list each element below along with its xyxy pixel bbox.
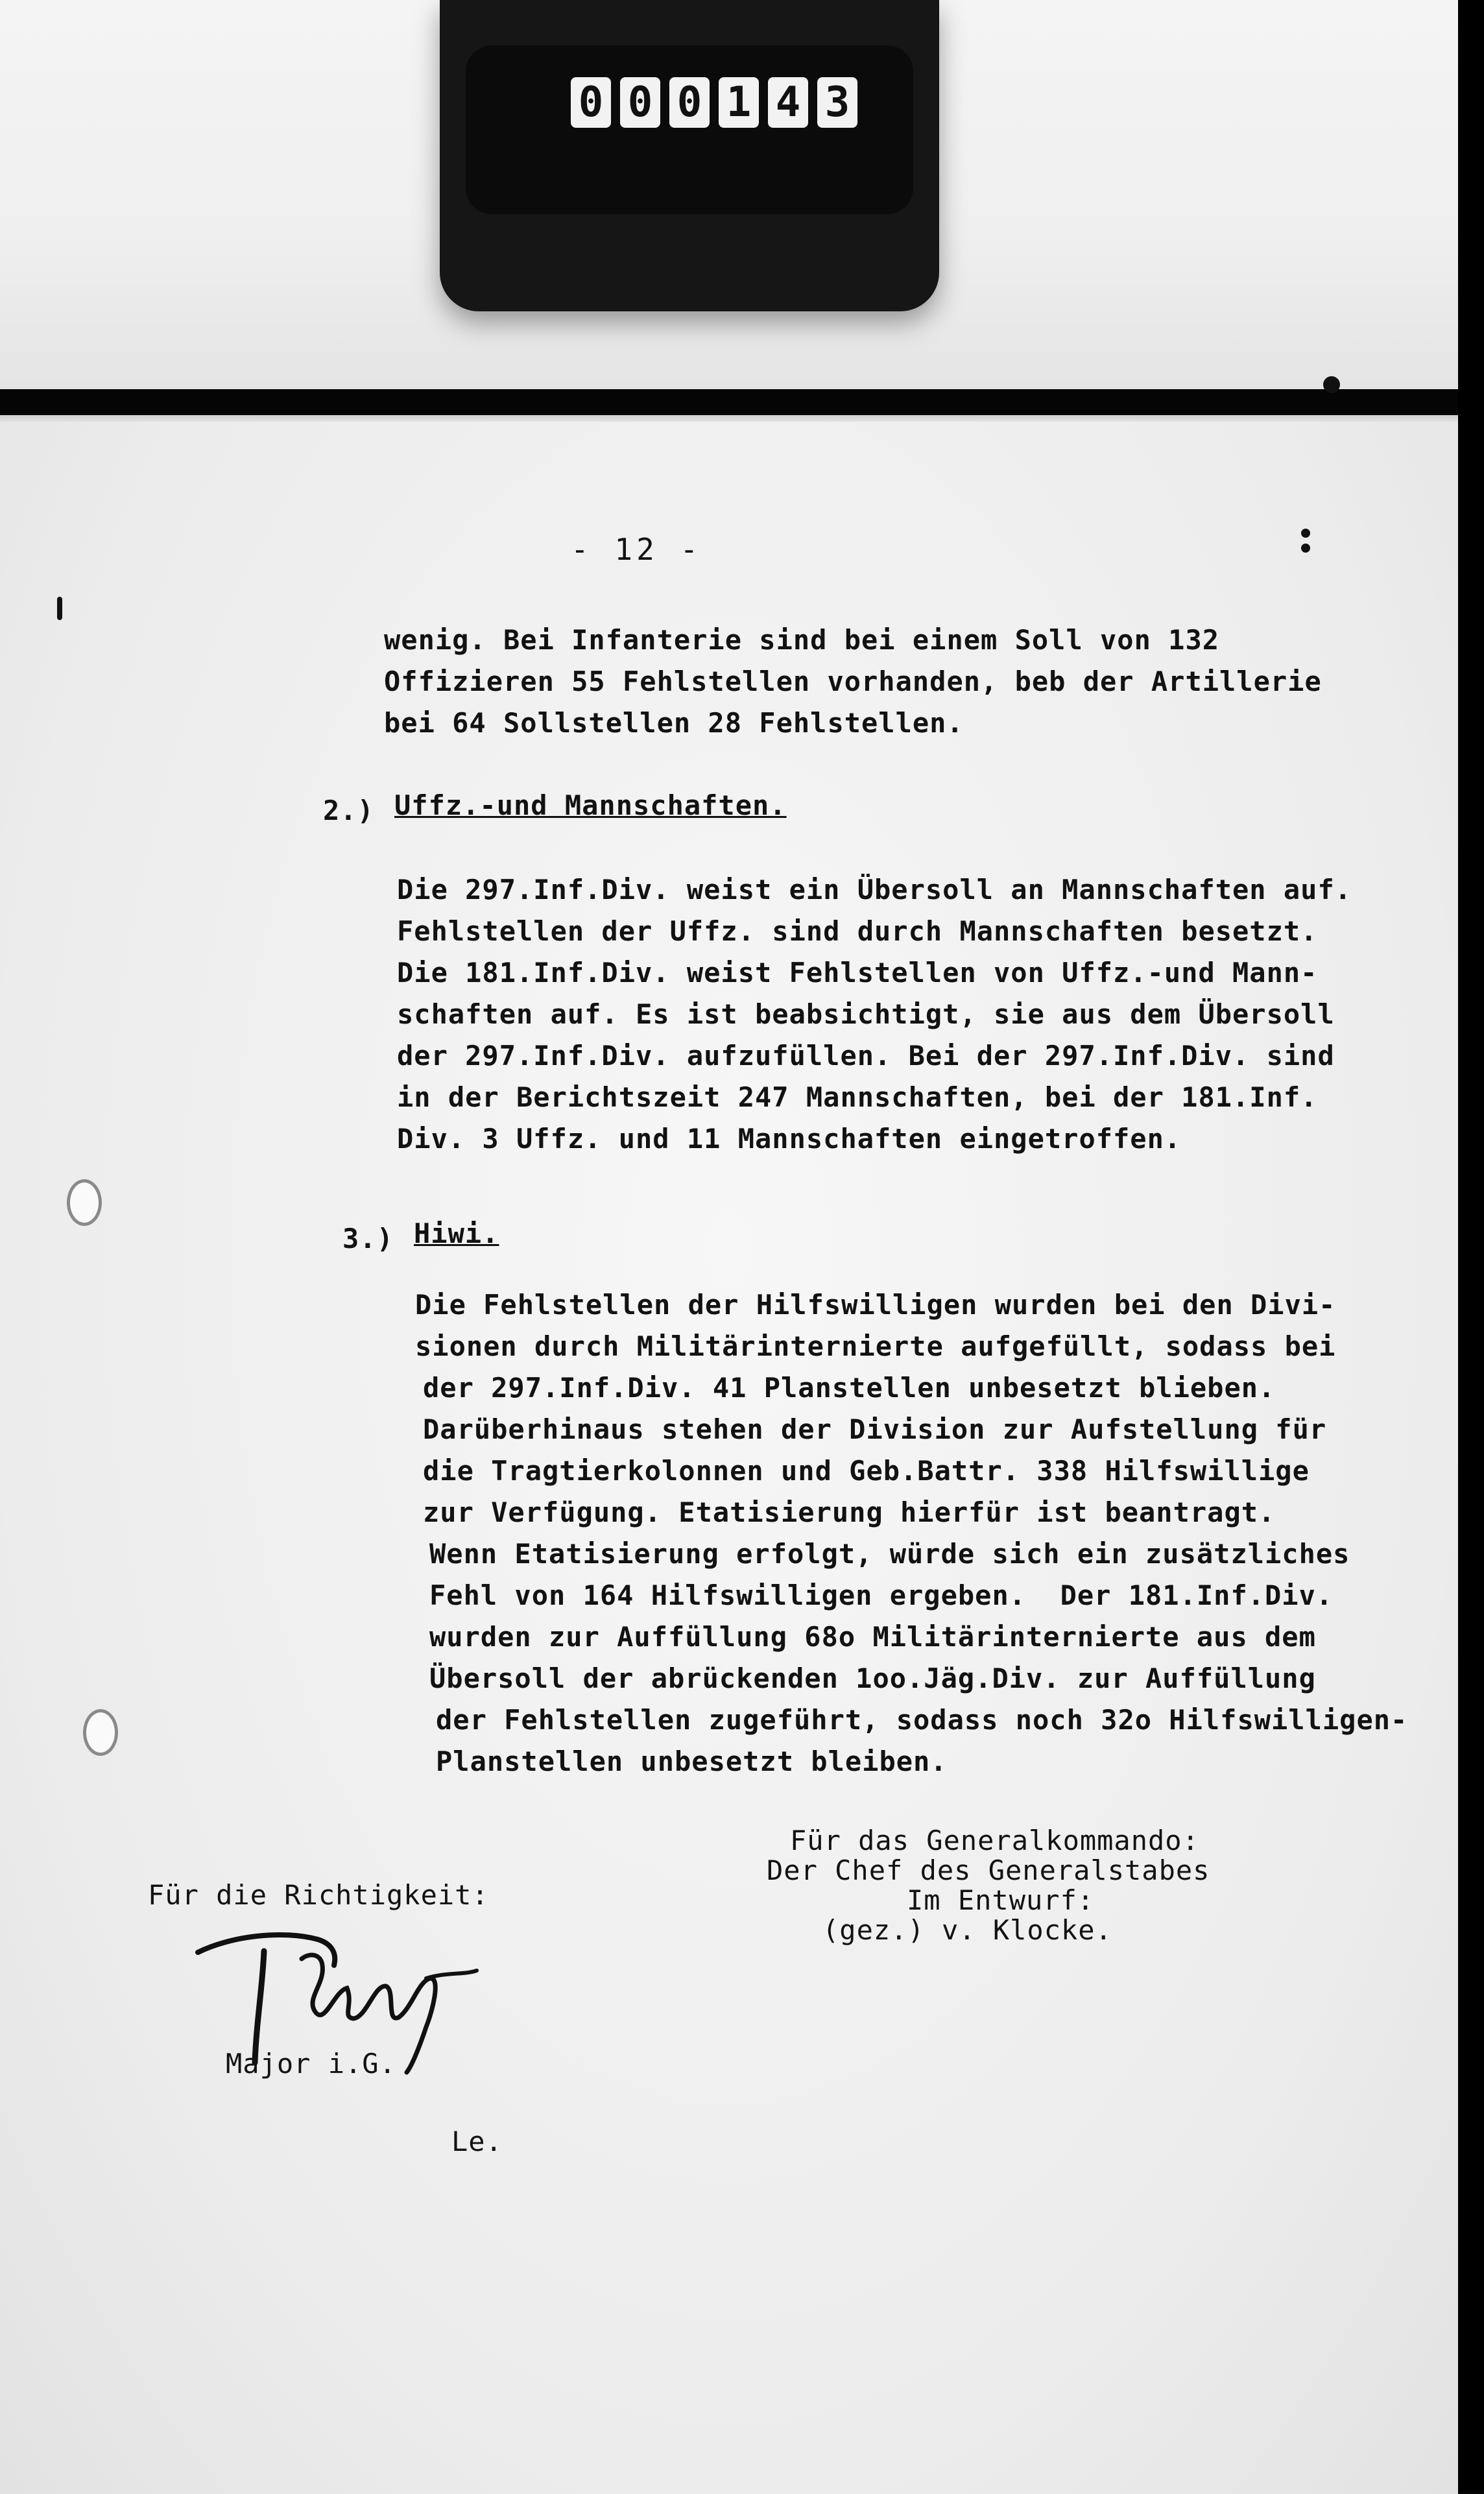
signer-rank: Major i.G. [226,2048,396,2080]
frame-counter-window [466,45,913,214]
paragraph-line: in der Berichtszeit 247 Mannschaften, bei der 181.Inf. [397,1081,1318,1113]
paragraph-line: Die Fehlstellen der Hilfswilligen wurden bei den Divi- [415,1289,1336,1321]
paragraph-line: der Fehlstellen zugeführt, sodass noch 32o Hilfswilligen- [436,1704,1408,1736]
punch-hole-top [67,1179,102,1226]
section-heading: Hiwi. [414,1217,499,1249]
counter-digit: 1 [719,77,759,128]
section-number: 2.) [323,795,374,826]
paragraph-line: die Tragtierkolonnen und Geb.Battr. 338 Hilfswillige [423,1455,1310,1487]
paragraph-line: Fehlstellen der Uffz. sind durch Mannschaften besetzt. [397,915,1318,947]
paragraph-line: bei 64 Sollstellen 28 Fehlstellen. [384,707,964,739]
paragraph-line: Div. 3 Uffz. und 11 Mannschaften eingetroffen. [397,1123,1182,1155]
paragraph-line: der 297.Inf.Div. 41 Planstellen unbesetzt blieben. [423,1372,1276,1404]
page-number: - 12 - [571,532,702,567]
paragraph-line: der 297.Inf.Div. aufzufüllen. Bei der 297.Inf.Div. sind [397,1040,1335,1072]
margin-mark [57,597,62,620]
signoff-line: (gez.) v. Klocke. [822,1914,1112,1946]
signoff-line: Im Entwurf: [907,1884,1095,1916]
counter-digit: 3 [817,77,857,128]
punch-hole-bottom [83,1709,118,1756]
film-border [1458,0,1484,2491]
signoff-line: Der Chef des Generalstabes [767,1854,1210,1886]
certification-label: Für die Richtigkeit: [148,1879,489,1911]
paragraph-line: wurden zur Auffüllung 68o Militärinternierte aus dem [429,1621,1316,1653]
paragraph-line: Die 181.Inf.Div. weist Fehlstellen von Uffz.-und Mann- [397,957,1318,989]
frame-counter [571,77,934,128]
paragraph-line: Planstellen unbesetzt bleiben. [436,1745,948,1777]
typist-initials: Le. [451,2126,503,2157]
counter-digit: 0 [669,77,710,128]
paragraph-line: Offizieren 55 Fehlstellen vorhanden, beb der Artillerie [384,665,1322,697]
margin-mark [1301,529,1310,538]
paragraph-line: Fehl von 164 Hilfswilligen ergeben. Der 181.Inf.Div. [429,1579,1334,1611]
counter-digit: 0 [571,77,611,128]
paragraph-line: Wenn Etatisierung erfolgt, würde sich ein zusätzliches [429,1538,1350,1570]
counter-digit: 4 [768,77,808,128]
frame-counter-housing [440,0,939,311]
paragraph-line: wenig. Bei Infanterie sind bei einem Soll von 132 [384,624,1220,656]
paragraph-line: zur Verfügung. Etatisierung hierfür ist beantragt. [423,1496,1276,1528]
ink-dot [1323,376,1340,393]
counter-digit: 0 [620,77,660,128]
paragraph-line: sionen durch Militärinternierte aufgefüllt, sodass bei [415,1330,1336,1362]
paragraph-line: Die 297.Inf.Div. weist ein Übersoll an Mannschaften auf. [397,874,1352,905]
section-number: 3.) [342,1223,394,1254]
paragraph-line: Übersoll der abrückenden 1oo.Jäg.Div. zur Auffüllung [429,1662,1316,1694]
paragraph-line: schaften auf. Es ist beabsichtigt, sie aus dem Übersoll [397,998,1335,1030]
signoff-line: Für das Generalkommando: [790,1825,1199,1856]
paragraph-line: Darüberhinaus stehen der Division zur Aufstellung für [423,1413,1327,1445]
margin-mark [1301,544,1310,553]
section-heading: Uffz.-und Mannschaften. [394,789,787,821]
